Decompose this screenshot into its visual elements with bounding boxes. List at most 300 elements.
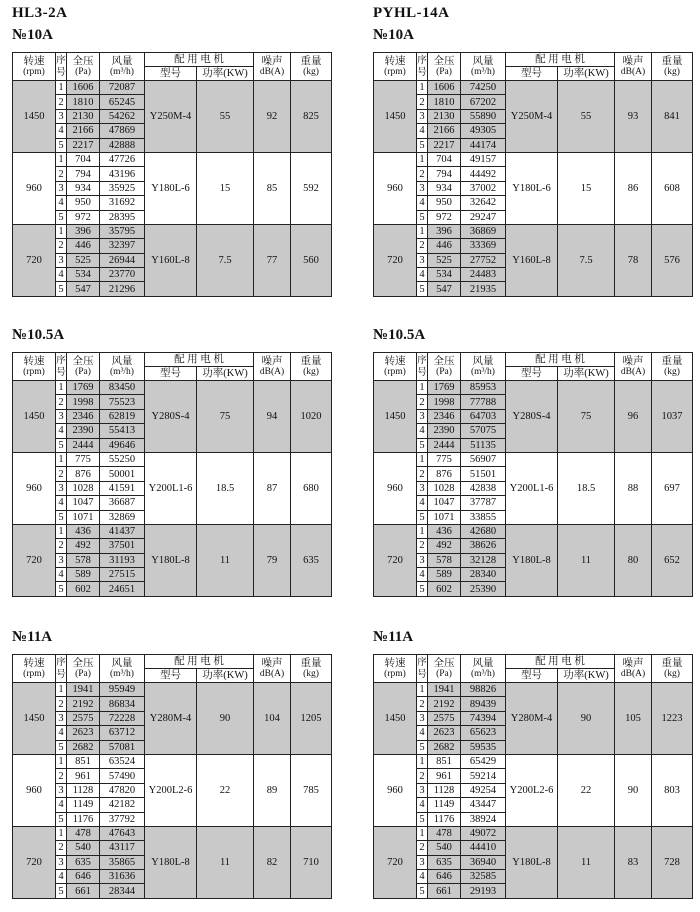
header-weight — [291, 353, 332, 381]
seq-cell: 3 — [56, 481, 67, 495]
header-noise — [254, 53, 291, 81]
flow-cell: 25390 — [461, 582, 506, 596]
header-noise-label: 噪声 — [622, 356, 644, 367]
motor-model-cell: Y280S-4 — [145, 381, 197, 453]
motor-model-cell: Y280M-4 — [145, 683, 197, 755]
seq-cell: 2 — [56, 167, 67, 181]
pressure-cell: 1128 — [428, 783, 461, 797]
flow-cell: 67202 — [461, 95, 506, 109]
pressure-cell: 2682 — [428, 740, 461, 754]
header-flow-unit: (m³/h) — [471, 367, 495, 377]
header-weight-unit: (kg) — [664, 367, 680, 377]
header-speed-label: 转速 — [384, 56, 406, 67]
pressure-cell: 1071 — [67, 510, 100, 524]
pressure-cell: 2346 — [67, 409, 100, 423]
header-weight-label: 重量 — [661, 356, 683, 367]
header-noise-label: 噪声 — [261, 356, 283, 367]
header-flow — [100, 353, 145, 381]
speed-cell: 720 — [13, 826, 56, 898]
motor-model-cell: Y180L-8 — [506, 524, 558, 596]
seq-cell: 2 — [56, 395, 67, 409]
header-flow-label: 风量 — [472, 56, 494, 67]
flow-cell: 38924 — [461, 812, 506, 826]
header-flow — [461, 655, 506, 683]
noise-cell: 78 — [615, 224, 652, 296]
motor-power-cell: 18.5 — [558, 452, 615, 524]
table-row — [374, 754, 693, 768]
header-motor-power — [197, 367, 254, 381]
flow-cell: 31193 — [100, 553, 145, 567]
pressure-cell: 2217 — [428, 138, 461, 152]
flow-cell: 42838 — [461, 481, 506, 495]
flow-cell: 89439 — [461, 697, 506, 711]
motor-model-cell: Y180L-6 — [145, 152, 197, 224]
seq-cell: 2 — [417, 769, 428, 783]
seq-cell: 2 — [56, 239, 67, 253]
seq-cell: 1 — [417, 826, 428, 840]
header-weight-unit: (kg) — [664, 67, 680, 77]
seq-cell: 4 — [417, 124, 428, 138]
speed-cell: 1450 — [374, 81, 417, 153]
flow-cell: 77788 — [461, 395, 506, 409]
seq-cell: 5 — [417, 210, 428, 224]
weight-cell: 697 — [652, 452, 693, 524]
flow-cell: 29193 — [461, 884, 506, 898]
header-noise — [615, 53, 652, 81]
flow-cell: 42888 — [100, 138, 145, 152]
pressure-cell: 876 — [428, 467, 461, 481]
seq-cell: 3 — [56, 711, 67, 725]
header-motor-power-label: 功率(KW) — [563, 368, 609, 379]
flow-cell: 47869 — [100, 124, 145, 138]
header-flow-unit: (m³/h) — [471, 67, 495, 77]
header-flow — [461, 53, 506, 81]
seq-cell: 4 — [56, 568, 67, 582]
noise-cell: 88 — [615, 452, 652, 524]
seq-cell: 4 — [56, 726, 67, 740]
seq-cell: 3 — [417, 855, 428, 869]
pressure-cell: 661 — [428, 884, 461, 898]
header-motor-power — [197, 669, 254, 683]
flow-cell: 51135 — [461, 438, 506, 452]
noise-cell: 92 — [254, 81, 291, 153]
flow-cell: 24651 — [100, 582, 145, 596]
header-speed-label: 转速 — [384, 658, 406, 669]
pressure-cell: 1941 — [428, 683, 461, 697]
flow-cell: 85953 — [461, 381, 506, 395]
pressure-cell: 2390 — [428, 424, 461, 438]
flow-cell: 62819 — [100, 409, 145, 423]
flow-cell: 33369 — [461, 239, 506, 253]
pressure-cell: 2444 — [428, 438, 461, 452]
flow-cell: 41591 — [100, 481, 145, 495]
header-motor-power-label: 功率(KW) — [563, 68, 609, 79]
seq-cell: 1 — [56, 754, 67, 768]
header-speed — [13, 655, 56, 683]
pressure-cell: 704 — [428, 152, 461, 166]
table-row — [13, 81, 332, 95]
seq-cell: 2 — [56, 95, 67, 109]
pressure-cell: 2166 — [428, 124, 461, 138]
flow-cell: 49646 — [100, 438, 145, 452]
flow-cell: 31692 — [100, 196, 145, 210]
pressure-cell: 1047 — [67, 496, 100, 510]
seq-cell: 5 — [56, 138, 67, 152]
flow-cell: 37787 — [461, 496, 506, 510]
seq-cell: 4 — [417, 870, 428, 884]
table-row — [374, 81, 693, 95]
pressure-cell: 635 — [67, 855, 100, 869]
header-noise-label: 噪声 — [261, 658, 283, 669]
pressure-cell: 602 — [67, 582, 100, 596]
header-pressure-label: 全压 — [72, 56, 94, 67]
header-pressure — [67, 655, 100, 683]
weight-cell: 592 — [291, 152, 332, 224]
header-motor-model — [145, 367, 197, 381]
seq-cell: 3 — [56, 181, 67, 195]
pressure-cell: 578 — [428, 553, 461, 567]
pressure-cell: 436 — [67, 524, 100, 538]
pressure-cell: 589 — [428, 568, 461, 582]
header-seq — [417, 353, 428, 381]
motor-power-cell: 55 — [197, 81, 254, 153]
table-row — [13, 152, 332, 166]
header-weight-label: 重量 — [661, 56, 683, 67]
pressure-cell: 661 — [67, 884, 100, 898]
fan-spec-table — [373, 352, 693, 597]
pressure-cell: 547 — [67, 282, 100, 296]
pressure-cell: 2444 — [67, 438, 100, 452]
pressure-cell: 589 — [67, 568, 100, 582]
motor-power-cell: 90 — [558, 683, 615, 755]
pressure-cell: 1941 — [67, 683, 100, 697]
seq-cell: 2 — [56, 697, 67, 711]
seq-cell: 5 — [417, 438, 428, 452]
header-motor — [145, 353, 254, 367]
weight-cell: 576 — [652, 224, 693, 296]
flow-cell: 72087 — [100, 81, 145, 95]
flow-cell: 21296 — [100, 282, 145, 296]
noise-cell: 82 — [254, 826, 291, 898]
pressure-cell: 478 — [67, 826, 100, 840]
motor-model-cell: Y250M-4 — [145, 81, 197, 153]
weight-cell: 652 — [652, 524, 693, 596]
flow-cell: 49305 — [461, 124, 506, 138]
table-row — [374, 381, 693, 395]
flow-cell: 41437 — [100, 524, 145, 538]
seq-cell: 5 — [417, 582, 428, 596]
flow-cell: 74394 — [461, 711, 506, 725]
header-flow-label: 风量 — [472, 658, 494, 669]
header-speed-label: 转速 — [23, 658, 45, 669]
header-seq-label: 序号 — [417, 55, 427, 78]
noise-cell: 80 — [615, 524, 652, 596]
motor-power-cell: 55 — [558, 81, 615, 153]
seq-cell: 1 — [56, 152, 67, 166]
motor-model-cell: Y180L-8 — [145, 524, 197, 596]
pressure-cell: 436 — [428, 524, 461, 538]
flow-cell: 57081 — [100, 740, 145, 754]
header-motor-label: 配 用 电 机 — [535, 656, 585, 667]
pressure-cell: 961 — [67, 769, 100, 783]
weight-cell: 825 — [291, 81, 332, 153]
weight-cell: 728 — [652, 826, 693, 898]
header-pressure — [428, 353, 461, 381]
header-motor-power — [558, 669, 615, 683]
seq-cell: 1 — [56, 452, 67, 466]
header-pressure-unit: (Pa) — [75, 67, 91, 77]
table-row — [13, 452, 332, 466]
seq-cell: 4 — [56, 196, 67, 210]
model-title-left: HL3-2A — [12, 5, 68, 21]
header-speed-unit: (rpm) — [23, 669, 45, 679]
speed-cell: 720 — [374, 224, 417, 296]
motor-power-cell: 15 — [558, 152, 615, 224]
seq-cell: 5 — [417, 138, 428, 152]
pressure-cell: 446 — [428, 239, 461, 253]
table-row — [13, 524, 332, 538]
speed-cell: 1450 — [13, 81, 56, 153]
header-motor-model — [506, 67, 558, 81]
pressure-cell: 1810 — [67, 95, 100, 109]
weight-cell: 680 — [291, 452, 332, 524]
header-noise-unit: dB(A) — [259, 669, 285, 679]
weight-cell: 1020 — [291, 381, 332, 453]
header-pressure — [428, 53, 461, 81]
pressure-cell: 646 — [428, 870, 461, 884]
pressure-cell: 2217 — [67, 138, 100, 152]
noise-cell: 104 — [254, 683, 291, 755]
pressure-cell: 704 — [67, 152, 100, 166]
pressure-cell: 396 — [67, 224, 100, 238]
seq-cell: 3 — [56, 553, 67, 567]
fan-spec-table — [12, 52, 332, 297]
seq-cell: 2 — [56, 539, 67, 553]
flow-cell: 32128 — [461, 553, 506, 567]
flow-cell: 44410 — [461, 841, 506, 855]
motor-model-cell: Y200L2-6 — [145, 754, 197, 826]
header-motor-model-label: 型号 — [160, 368, 181, 379]
seq-cell: 4 — [417, 268, 428, 282]
header-motor-label: 配 用 电 机 — [535, 354, 585, 365]
flow-cell: 49157 — [461, 152, 506, 166]
pressure-cell: 950 — [428, 196, 461, 210]
motor-model-cell: Y280S-4 — [506, 381, 558, 453]
seq-cell: 3 — [56, 855, 67, 869]
weight-cell: 841 — [652, 81, 693, 153]
pressure-cell: 2623 — [428, 726, 461, 740]
motor-model-cell: Y250M-4 — [506, 81, 558, 153]
flow-cell: 95949 — [100, 683, 145, 697]
flow-cell: 55890 — [461, 109, 506, 123]
header-motor-label: 配 用 电 机 — [535, 54, 585, 65]
header-seq — [56, 353, 67, 381]
pressure-cell: 2575 — [428, 711, 461, 725]
flow-cell: 37002 — [461, 181, 506, 195]
motor-power-cell: 90 — [197, 683, 254, 755]
header-speed — [374, 353, 417, 381]
header-noise-label: 噪声 — [622, 56, 644, 67]
header-weight-label: 重量 — [661, 658, 683, 669]
pressure-cell: 492 — [428, 539, 461, 553]
noise-cell: 79 — [254, 524, 291, 596]
header-noise — [254, 353, 291, 381]
header-motor-model-label: 型号 — [521, 368, 542, 379]
motor-power-cell: 7.5 — [558, 224, 615, 296]
header-flow — [461, 353, 506, 381]
flow-cell: 49072 — [461, 826, 506, 840]
flow-cell: 98826 — [461, 683, 506, 697]
flow-cell: 36869 — [461, 224, 506, 238]
seq-cell: 1 — [417, 524, 428, 538]
flow-cell: 64703 — [461, 409, 506, 423]
header-motor-model-label: 型号 — [521, 670, 542, 681]
flow-cell: 23770 — [100, 268, 145, 282]
flow-cell: 37792 — [100, 812, 145, 826]
pressure-cell: 534 — [67, 268, 100, 282]
noise-cell: 83 — [615, 826, 652, 898]
header-motor-power-label: 功率(KW) — [202, 68, 248, 79]
header-flow-unit: (m³/h) — [110, 367, 134, 377]
seq-cell: 3 — [417, 711, 428, 725]
flow-cell: 35865 — [100, 855, 145, 869]
header-motor-power — [558, 67, 615, 81]
speed-cell: 720 — [374, 826, 417, 898]
seq-cell: 1 — [417, 754, 428, 768]
flow-cell: 56907 — [461, 452, 506, 466]
header-seq-label: 序号 — [417, 657, 427, 680]
noise-cell: 86 — [615, 152, 652, 224]
seq-cell: 3 — [417, 409, 428, 423]
pressure-cell: 540 — [67, 841, 100, 855]
header-motor-power-label: 功率(KW) — [202, 670, 248, 681]
weight-cell: 1205 — [291, 683, 332, 755]
header-weight-unit: (kg) — [664, 669, 680, 679]
seq-cell: 5 — [417, 282, 428, 296]
noise-cell: 94 — [254, 381, 291, 453]
flow-cell: 57490 — [100, 769, 145, 783]
seq-cell: 4 — [417, 726, 428, 740]
header-noise — [615, 655, 652, 683]
header-motor-label: 配 用 电 机 — [174, 54, 224, 65]
seq-cell: 3 — [417, 181, 428, 195]
flow-cell: 47643 — [100, 826, 145, 840]
table-row — [13, 224, 332, 238]
motor-model-cell: Y200L1-6 — [145, 452, 197, 524]
header-seq-label: 序号 — [56, 657, 66, 680]
header-motor — [145, 53, 254, 67]
pressure-cell: 794 — [67, 167, 100, 181]
seq-cell: 1 — [56, 381, 67, 395]
pressure-cell: 2623 — [67, 726, 100, 740]
seq-cell: 5 — [56, 884, 67, 898]
header-motor — [506, 353, 615, 367]
flow-cell: 28340 — [461, 568, 506, 582]
seq-cell: 1 — [56, 826, 67, 840]
pressure-cell: 534 — [428, 268, 461, 282]
fan-spec-table — [12, 654, 332, 899]
header-flow-unit: (m³/h) — [110, 669, 134, 679]
header-speed-label: 转速 — [23, 56, 45, 67]
flow-cell: 31636 — [100, 870, 145, 884]
weight-cell: 1037 — [652, 381, 693, 453]
flow-cell: 32397 — [100, 239, 145, 253]
seq-cell: 4 — [56, 268, 67, 282]
header-weight — [652, 53, 693, 81]
seq-cell: 2 — [417, 395, 428, 409]
flow-cell: 26944 — [100, 253, 145, 267]
flow-cell: 36940 — [461, 855, 506, 869]
seq-cell: 4 — [417, 496, 428, 510]
seq-cell: 2 — [417, 697, 428, 711]
flow-cell: 32585 — [461, 870, 506, 884]
seq-cell: 1 — [417, 683, 428, 697]
header-pressure-label: 全压 — [433, 658, 455, 669]
pressure-cell: 396 — [428, 224, 461, 238]
seq-cell: 3 — [56, 409, 67, 423]
pressure-cell: 2575 — [67, 711, 100, 725]
speed-cell: 960 — [13, 452, 56, 524]
fan-spec-table — [373, 52, 693, 297]
flow-cell: 38626 — [461, 539, 506, 553]
table-row — [13, 381, 332, 395]
pressure-cell: 934 — [428, 181, 461, 195]
weight-cell: 1223 — [652, 683, 693, 755]
pressure-cell: 794 — [428, 167, 461, 181]
seq-cell: 3 — [417, 481, 428, 495]
motor-model-cell: Y280M-4 — [506, 683, 558, 755]
pressure-cell: 1149 — [428, 798, 461, 812]
motor-power-cell: 22 — [197, 754, 254, 826]
pressure-cell: 446 — [67, 239, 100, 253]
seq-cell: 5 — [417, 884, 428, 898]
header-pressure-unit: (Pa) — [75, 367, 91, 377]
seq-cell: 4 — [417, 798, 428, 812]
seq-cell: 1 — [417, 381, 428, 395]
model-title-right: PYHL-14A — [373, 5, 450, 21]
header-speed-unit: (rpm) — [384, 669, 406, 679]
header-pressure-unit: (Pa) — [436, 67, 452, 77]
pressure-cell: 1028 — [67, 481, 100, 495]
motor-power-cell: 7.5 — [197, 224, 254, 296]
flow-cell: 27752 — [461, 253, 506, 267]
fan-spec-table — [12, 352, 332, 597]
header-motor — [506, 53, 615, 67]
header-pressure-unit: (Pa) — [436, 669, 452, 679]
header-pressure — [428, 655, 461, 683]
seq-cell: 2 — [56, 841, 67, 855]
header-speed-unit: (rpm) — [384, 367, 406, 377]
motor-power-cell: 15 — [197, 152, 254, 224]
header-noise-unit: dB(A) — [259, 367, 285, 377]
header-weight — [291, 53, 332, 81]
noise-cell: 93 — [615, 81, 652, 153]
weight-cell: 710 — [291, 826, 332, 898]
pressure-cell: 2130 — [428, 109, 461, 123]
block-title: №10A — [12, 27, 53, 43]
header-speed-label: 转速 — [23, 356, 45, 367]
seq-cell: 1 — [56, 81, 67, 95]
flow-cell: 54262 — [100, 109, 145, 123]
pressure-cell: 775 — [67, 452, 100, 466]
motor-model-cell: Y180L-8 — [145, 826, 197, 898]
seq-cell: 5 — [417, 510, 428, 524]
speed-cell: 960 — [374, 754, 417, 826]
pressure-cell: 1769 — [428, 381, 461, 395]
flow-cell: 27515 — [100, 568, 145, 582]
pressure-cell: 540 — [428, 841, 461, 855]
motor-power-cell: 11 — [558, 524, 615, 596]
